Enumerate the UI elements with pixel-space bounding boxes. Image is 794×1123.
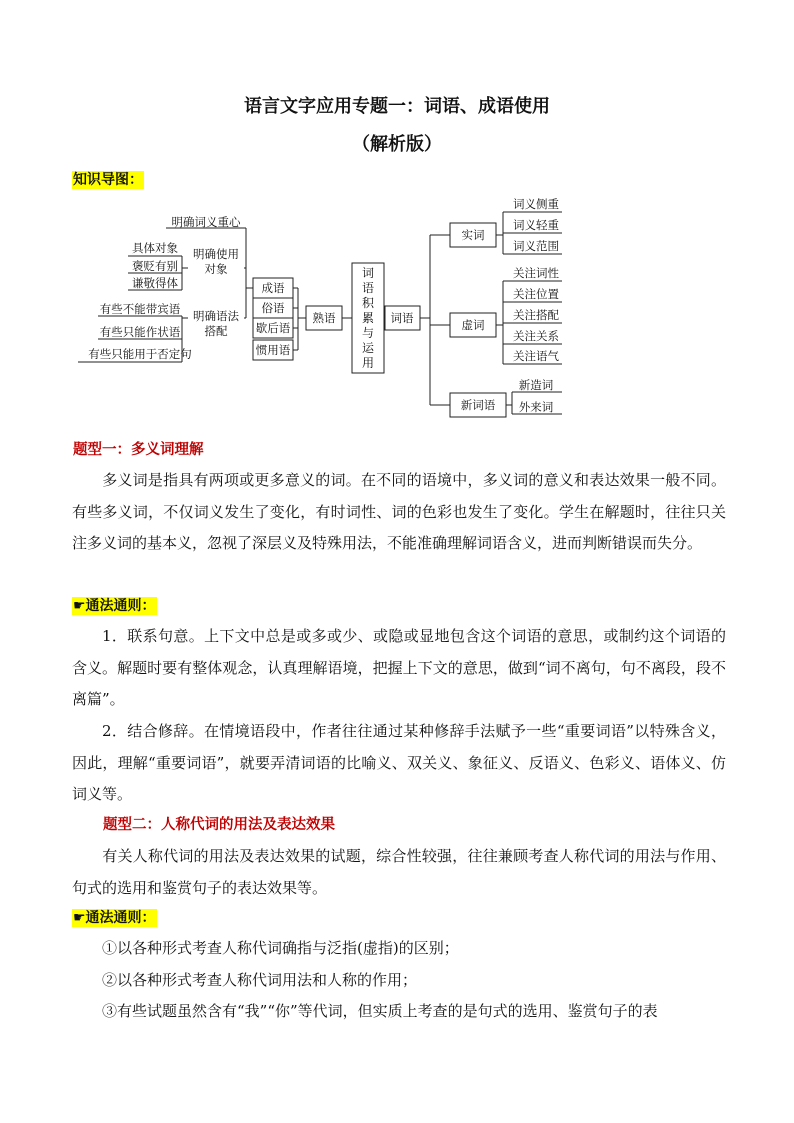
section1-rule-label: ☛通法通则：	[73, 598, 156, 614]
knowledge-map-label: 知识导图：	[73, 172, 143, 188]
section2-heading: 题型二：人称代词的用法及表达效果	[103, 817, 335, 833]
right-leaf-label: 词义侧重	[513, 197, 559, 211]
section1-paragraph-text: 多义词是指具有两项或更多意义的词。在不同的语境中，多义词的意义和表达效果一般不同。有些多义词，不仅词义发生了变化，有时词性、词的色彩也发生了变化。学生在解题时，往往只关注多义词的基本义，忽视了深层义及特殊用法，不能准确理解词语含义，进而判断错误而失分。	[72, 471, 726, 552]
collocation-leaf: 有些只能用于否定句	[88, 347, 192, 361]
center-node-char: 运	[361, 341, 375, 355]
right-leaf-label: 词义轻重	[513, 218, 559, 232]
use-object-leaf: 褒贬有别	[132, 259, 178, 273]
use-object-label: 对象	[204, 262, 228, 276]
right-branch-label: 实词	[461, 228, 485, 242]
section1-rule2	[72, 716, 726, 811]
section1-rule2-text: 2．结合修辞。在情境语段中，作者往往通过某种修辞手法赋予一些“重要词语”以特殊含义，因此，理解“重要词语”，就要弄清词语的比喻义、双关义、象征义、反语义、色彩义、语体义、仿词义等。	[72, 722, 726, 803]
right-branch-label: 虚词	[461, 318, 485, 332]
center-node-char: 与	[361, 326, 375, 340]
shuyu-node-label: 熟语	[312, 311, 336, 325]
collocation-label: 搭配	[204, 324, 228, 338]
section2-rule-label: ☛通法通则：	[73, 910, 156, 926]
right-leaf-label: 新造词	[518, 378, 554, 392]
section2-item-3: ③有些试题虽然含有“我”“你”等代词，但实质上考查的是句式的选用、鉴赏句子的表	[102, 1002, 658, 1020]
right-leaf-label: 词义范围	[513, 239, 559, 253]
ciyu-node-label: 词语	[390, 311, 414, 325]
page-subtitle: （解析版）	[352, 134, 442, 155]
page-title: 语言文字应用专题一：词语、成语使用	[244, 96, 550, 117]
center-node-text	[362, 266, 375, 370]
section2-item-2: ②以各种形式考查人称代词用法和人称的作用；	[102, 971, 418, 989]
right-leaf-label: 关注关系	[513, 329, 559, 343]
left-node-label: 俗语	[261, 301, 285, 315]
section1-rule1-text: 1．联系句意。上下文中总是或多或少、或隐或显地包含这个词语的意思，或制约这个词语的含义。解题时要有整体观念，认真理解语境，把握上下文的意思，做到“词不离句，句不离段，段不离篇”。	[72, 627, 726, 708]
center-node-char: 词	[361, 266, 375, 280]
knowledge-mind-map	[0, 190, 794, 430]
chengyu-mid-top-label: 明确词义重心	[171, 215, 241, 229]
section1-rule1	[72, 621, 726, 716]
right-leaf-label: 关注位置	[513, 287, 559, 301]
right-leaf-label: 关注语气	[513, 349, 559, 363]
center-node-char: 积	[361, 296, 375, 310]
section1-paragraph	[72, 465, 726, 560]
section1-heading: 题型一：多义词理解	[73, 442, 204, 458]
center-node-char: 语	[361, 281, 375, 295]
section2-paragraph-text: 有关人称代词的用法及表达效果的试题，综合性较强，往往兼顾考查人称代词的用法与作用、句式的选用和鉴赏句子的表达效果等。	[72, 847, 726, 897]
center-node-char: 累	[361, 311, 375, 325]
use-object-leaf: 谦敬得体	[132, 276, 178, 290]
collocation-leaf: 有些只能作状语	[99, 325, 181, 339]
right-leaf-label: 外来词	[518, 400, 554, 414]
use-object-label: 明确使用	[193, 247, 239, 261]
right-branch-label: 新词语	[460, 398, 496, 412]
section2-paragraph	[72, 841, 726, 904]
center-node-char: 用	[361, 356, 375, 370]
right-leaf-label: 关注词性	[513, 266, 559, 280]
collocation-leaf: 有些不能带宾语	[99, 302, 181, 316]
right-leaf-label: 关注搭配	[513, 308, 559, 322]
collocation-label: 明确语法	[193, 309, 239, 323]
left-node-label: 成语	[261, 281, 285, 295]
use-object-leaf: 具体对象	[132, 241, 178, 255]
left-node-label: 惯用语	[255, 343, 291, 357]
left-node-label: 歇后语	[255, 321, 291, 335]
section2-item-1: ①以各种形式考查人称代词确指与泛指(虚指)的区别；	[102, 939, 459, 957]
